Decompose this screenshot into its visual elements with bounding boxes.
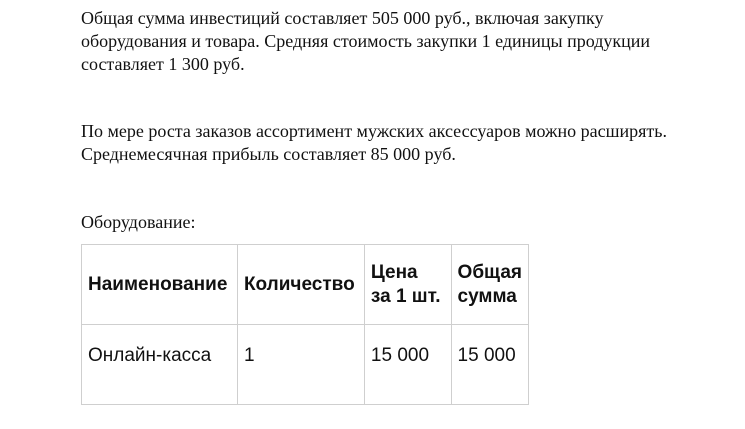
growth-paragraph	[81, 120, 667, 166]
table-header-row	[82, 245, 529, 325]
equipment-table	[81, 244, 529, 405]
cell-price: 15 000	[364, 325, 451, 405]
header-name: Наименование	[82, 245, 238, 325]
header-price-line-2: за 1 шт.	[370, 285, 441, 307]
investment-paragraph	[81, 7, 650, 76]
table-row	[82, 325, 529, 405]
investment-line-1: Общая сумма инвестиций составляет 505 000 руб., включая закупку	[81, 8, 604, 28]
equipment-heading: Оборудование:	[81, 212, 196, 232]
header-price-line-1: Цена	[370, 261, 418, 283]
header-total-line-2: сумма	[457, 285, 517, 307]
header-price	[364, 245, 451, 325]
header-total-line-1: Общая	[457, 261, 522, 283]
cell-total: 15 000	[451, 325, 528, 405]
growth-line-2: Среднемесячная прибыль составляет 85 000 руб.	[81, 144, 456, 164]
header-quantity: Количество	[237, 245, 364, 325]
investment-line-3: составляет 1 300 руб.	[81, 54, 245, 74]
investment-line-2: оборудования и товара. Средняя стоимость закупки 1 единицы продукции	[81, 31, 651, 51]
growth-line-1: По мере роста заказов ассортимент мужских аксессуаров можно расширять.	[81, 121, 667, 141]
cell-quantity: 1	[237, 325, 364, 405]
header-total	[451, 245, 528, 325]
cell-name: Онлайн-касса	[82, 325, 238, 405]
